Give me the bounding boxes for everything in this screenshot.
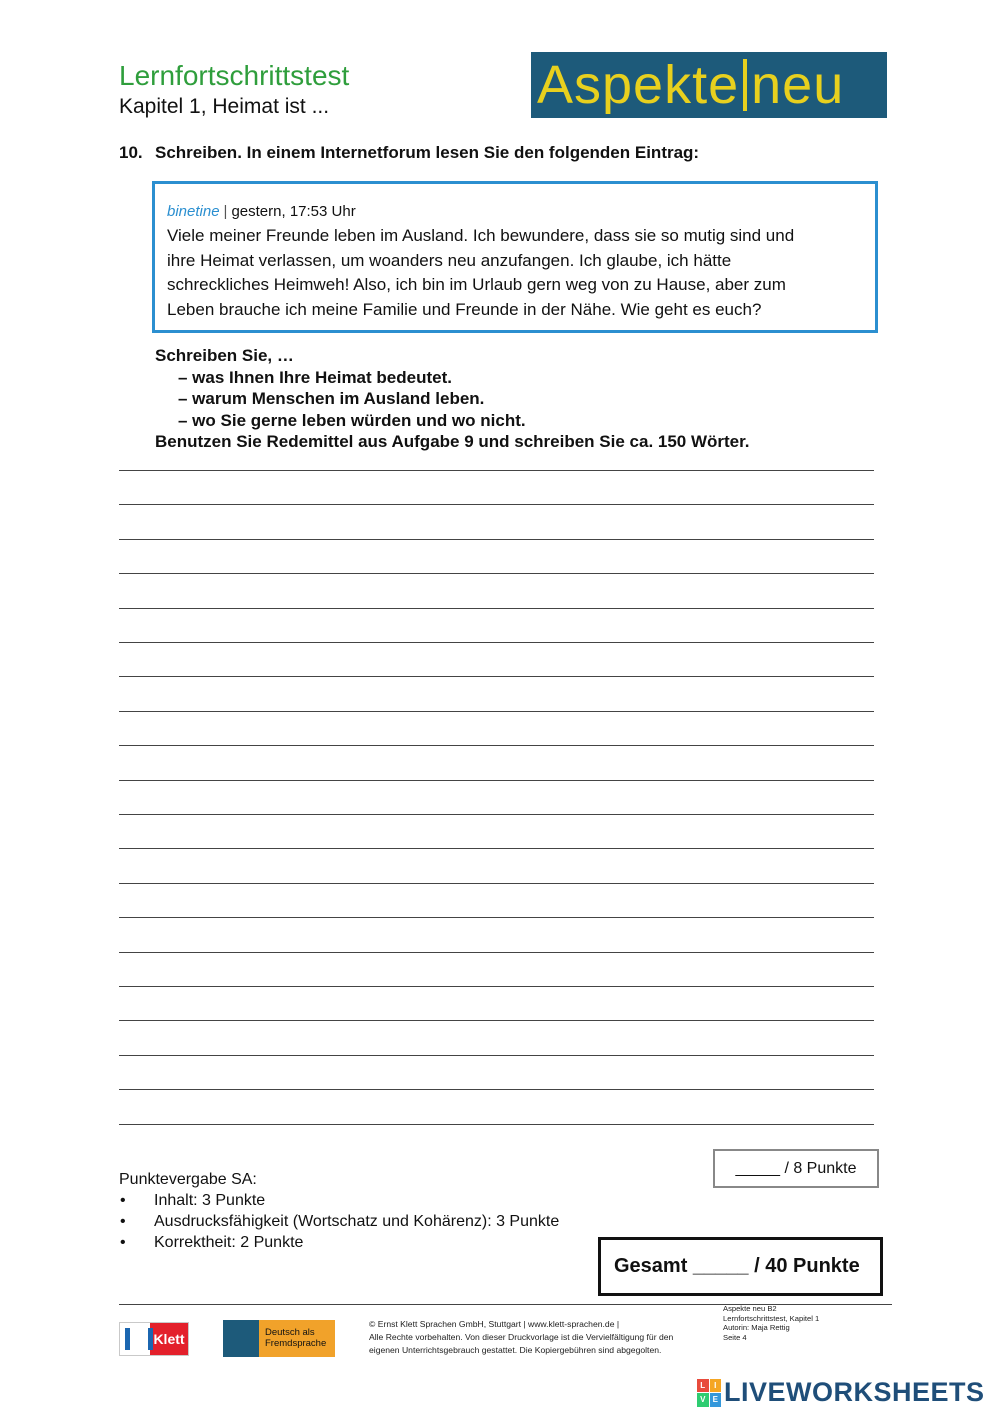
klett-logo-text: Klett — [150, 1323, 188, 1355]
liveworksheets-brand — [697, 1377, 985, 1408]
scoring-section — [119, 1169, 559, 1253]
klett-emblem-icon — [120, 1323, 150, 1355]
daf-logo-square — [223, 1320, 259, 1357]
lw-icon-tile: V — [697, 1393, 709, 1407]
writing-line[interactable] — [119, 1124, 874, 1125]
forum-post-line: Viele meiner Freunde leben im Ausland. Ich bewundere, dass sie so mutig sind und — [167, 226, 795, 245]
writing-line[interactable] — [119, 608, 874, 609]
document-subtitle: Kapitel 1, Heimat ist ... — [119, 95, 330, 118]
daf-logo — [223, 1320, 335, 1357]
instruction-point: – wo Sie gerne leben würden und wo nicht. — [178, 410, 526, 430]
document-title: Lernfortschrittstest — [119, 60, 350, 91]
forum-meta-separator: | — [223, 203, 228, 220]
forum-post-meta — [167, 202, 863, 222]
daf-logo-line: Fremdsprache — [265, 1338, 327, 1349]
meta-line: Lernfortschrittstest, Kapitel 1 — [723, 1313, 820, 1323]
instructions-intro: Schreiben Sie, … — [155, 346, 294, 365]
writing-line[interactable] — [119, 539, 874, 540]
task-points-box: _____ / 8 Punkte — [713, 1149, 879, 1188]
writing-line[interactable] — [119, 1089, 874, 1090]
logo-text-aspekte: Aspekte — [537, 55, 740, 115]
forum-post-line: ihre Heimat verlassen, um woanders neu anzufangen. Ich glaube, ich hätte — [167, 250, 732, 270]
aspekte-neu-logo — [531, 52, 887, 118]
writing-line[interactable] — [119, 952, 874, 953]
scoring-title: Punktevergabe SA: — [119, 1171, 257, 1188]
klett-logo — [119, 1322, 189, 1356]
copyright-line: eigenen Unterrichtsgebrauch gestattet. Die Kopiergebühren sind abgegolten. — [369, 1345, 662, 1355]
scoring-item: • Ausdrucksfähigkeit (Wortschatz und Kohärenz): 3 Punkte — [119, 1211, 559, 1232]
writing-line[interactable] — [119, 883, 874, 884]
liveworksheets-text: LIVEWORKSHEETS — [724, 1377, 985, 1407]
writing-instructions — [155, 345, 750, 453]
lw-icon-tile: E — [710, 1393, 722, 1407]
writing-line[interactable] — [119, 711, 874, 712]
total-points-box: Gesamt _____ / 40 Punkte — [598, 1237, 883, 1296]
scoring-item: • Inhalt: 3 Punkte — [119, 1190, 559, 1211]
scoring-list — [119, 1190, 559, 1253]
writing-line[interactable] — [119, 642, 874, 643]
lw-icon-tile: L — [697, 1379, 709, 1393]
forum-post-text — [167, 224, 863, 322]
forum-post-line: schreckliches Heimweh! Also, ich bin im Urlaub gern weg von zu Hause, aber zum — [167, 275, 786, 294]
writing-line[interactable] — [119, 676, 874, 677]
writing-line[interactable] — [119, 1055, 874, 1056]
meta-line: Seite 4 — [723, 1332, 747, 1342]
scoring-item: • Korrektheit: 2 Punkte — [119, 1232, 559, 1253]
writing-line[interactable] — [119, 470, 874, 471]
task-heading — [119, 143, 699, 163]
liveworksheets-icon — [697, 1379, 721, 1407]
writing-line[interactable] — [119, 848, 874, 849]
meta-line: Autorin: Maja Rettig — [723, 1323, 790, 1333]
instruction-point: – warum Menschen im Ausland leben. — [178, 389, 485, 408]
instructions-outro: Benutzen Sie Redemittel aus Aufgabe 9 und schreiben Sie ca. 150 Wörter. — [155, 432, 750, 451]
copyright-line: Alle Rechte vorbehalten. Von dieser Druckvorlage ist die Vervielfältigung für den — [369, 1332, 674, 1342]
writing-line[interactable] — [119, 504, 874, 505]
forum-post-line: Leben brauche ich meine Familie und Freunde in der Nähe. Wie geht es euch? — [167, 299, 762, 319]
meta-line: Aspekte neu B2 — [723, 1304, 777, 1313]
copyright-line: © Ernst Klett Sprachen GmbH, Stuttgart | www.klett-sprachen.de | — [369, 1319, 620, 1329]
daf-logo-line: Deutsch als — [265, 1327, 315, 1338]
logo-text-neu: neu — [751, 55, 845, 115]
writing-line[interactable] — [119, 573, 874, 574]
task-number: 10. — [119, 143, 143, 162]
writing-line[interactable] — [119, 745, 874, 746]
forum-username: binetine — [167, 203, 220, 220]
forum-timestamp: gestern, 17:53 Uhr — [231, 203, 356, 220]
daf-logo-label — [259, 1320, 335, 1357]
writing-line[interactable] — [119, 780, 874, 781]
writing-line[interactable] — [119, 986, 874, 987]
copyright-notice — [369, 1318, 673, 1357]
forum-post-box — [152, 181, 878, 333]
task-heading-text: Schreiben. In einem Internetforum lesen Sie den folgenden Eintrag: — [155, 143, 700, 162]
writing-line[interactable] — [119, 814, 874, 815]
instruction-point: – was Ihnen Ihre Heimat bedeutet. — [178, 367, 452, 387]
lw-icon-tile: I — [710, 1379, 722, 1393]
logo-divider — [743, 59, 747, 111]
writing-line[interactable] — [119, 1020, 874, 1021]
document-meta — [723, 1304, 819, 1342]
writing-line[interactable] — [119, 917, 874, 918]
